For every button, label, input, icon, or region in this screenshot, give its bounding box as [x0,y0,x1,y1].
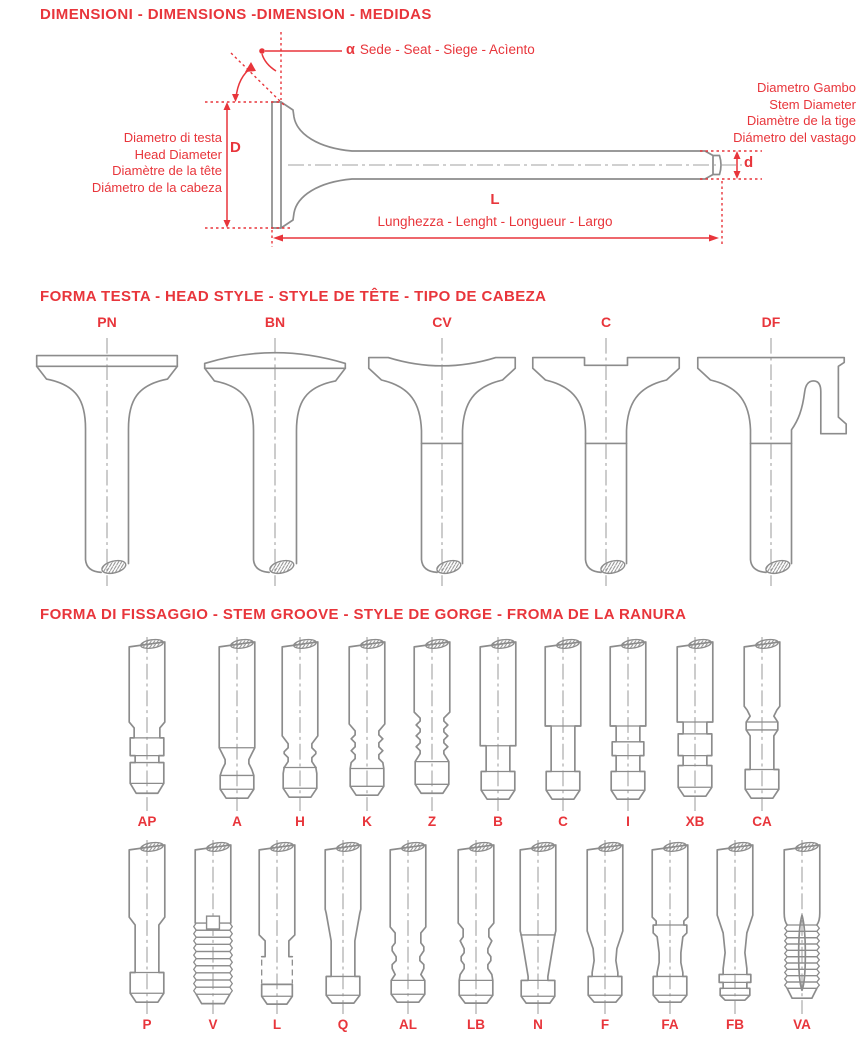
A-label: A [232,814,242,829]
AL-groove-drawing [375,840,441,1016]
XB-groove-drawing [662,637,728,813]
DF-label: DF [761,314,781,330]
groove-style-N [505,840,571,1035]
groove-style-L [244,840,310,1035]
groove-style-B [465,637,531,832]
groove-style-P [114,840,180,1035]
C-label: C [600,314,612,330]
CA-groove-drawing [729,637,795,813]
P-groove-drawing [114,840,180,1016]
head-style-PN [24,314,190,590]
LB-label: LB [467,1017,485,1032]
groove-style-V [180,840,246,1035]
C-groove-drawing [530,637,596,813]
valve-dimension-stage [0,30,860,295]
head-style-C [523,314,689,590]
alpha-symbol: α [346,42,355,58]
K-groove-drawing [334,637,400,813]
I-groove-drawing [595,637,661,813]
groove-style-A [204,637,270,832]
FA-groove-drawing [637,840,703,1016]
groove-style-AP [114,637,180,832]
dimension-lines [227,51,737,238]
Q-groove-drawing [310,840,376,1016]
Z-groove-drawing [399,637,465,813]
groove-style-XB [662,637,728,832]
groove-style-FB [702,840,768,1035]
head-style-BN [192,314,358,590]
stem-diameter-label: Diametro Gambo Stem Diameter Diamètre de la tige Diámetro del vastago [733,80,856,145]
groove-style-CA [729,637,795,832]
FB-groove-drawing [702,840,768,1016]
AP-groove-drawing [114,637,180,813]
groove-style-Q [310,840,376,1035]
AP-label: AP [137,814,157,829]
C-label: C [558,814,568,829]
d-symbol: d [744,154,754,171]
LB-groove-drawing [443,840,509,1016]
groove-style-LB [443,840,509,1035]
VA-groove-drawing [769,840,835,1016]
C-head-drawing [523,336,689,590]
Q-label: Q [337,1017,349,1032]
L-label: L [272,1017,282,1032]
N-groove-drawing [505,840,571,1016]
VA-label: VA [793,1017,811,1032]
CV-head-drawing [359,336,525,590]
stem-groove-row-2 [0,840,860,1045]
CV-label: CV [432,314,452,330]
K-label: K [362,814,372,829]
L-symbol: L [490,191,500,208]
stem-groove-title: FORMA DI FISSAGGIO - STEM GROOVE - STYLE DE GORGE - FROMA DE LA RANURA [40,606,687,623]
groove-style-I [595,637,661,832]
P-label: P [142,1017,152,1032]
seat-leader-dot [259,48,265,54]
Z-label: Z [427,814,437,829]
FB-label: FB [726,1017,744,1032]
groove-style-K [334,637,400,832]
BN-label: BN [264,314,286,330]
groove-style-Z [399,637,465,832]
groove-style-AL [375,840,441,1035]
DF-head-drawing [688,336,854,590]
groove-style-H [267,637,333,832]
H-groove-drawing [267,637,333,813]
PN-head-drawing [24,336,190,590]
B-label: B [493,814,503,829]
XB-label: XB [685,814,705,829]
length-label: Lunghezza - Lenght - Longueur - Largo [377,214,613,229]
head-style-title: FORMA TESTA - HEAD STYLE - STYLE DE TÊTE - TIPO DE CABEZA [40,288,547,305]
seat-angle-label: α Sede - Seat - Siege - Acìento [346,42,535,58]
N-label: N [533,1017,543,1032]
F-label: F [600,1017,610,1032]
V-label: V [208,1017,218,1032]
head-style-CV [359,314,525,590]
dimensions-title: DIMENSIONI - DIMENSIONS -DIMENSION - MEDIDAS [40,6,432,23]
L-groove-drawing [244,840,310,1016]
I-label: I [626,814,630,829]
D-symbol: D [230,139,241,156]
A-groove-drawing [204,637,270,813]
V-groove-drawing [180,840,246,1016]
PN-label: PN [97,314,117,330]
B-groove-drawing [465,637,531,813]
groove-style-FA [637,840,703,1035]
head-diameter-label: Diametro di testa Head Diameter Diamètre de la tête Diámetro de la cabeza [91,130,222,195]
CA-label: CA [752,814,772,829]
FA-label: FA [661,1017,679,1032]
stem-groove-row-1 [0,637,860,837]
groove-style-F [572,840,638,1035]
groove-style-C [530,637,596,832]
head-style-row [0,314,860,604]
H-label: H [295,814,305,829]
head-style-DF [688,314,854,590]
AL-label: AL [399,1017,417,1032]
groove-style-VA [769,840,835,1035]
F-groove-drawing [572,840,638,1016]
BN-head-drawing [192,336,358,590]
